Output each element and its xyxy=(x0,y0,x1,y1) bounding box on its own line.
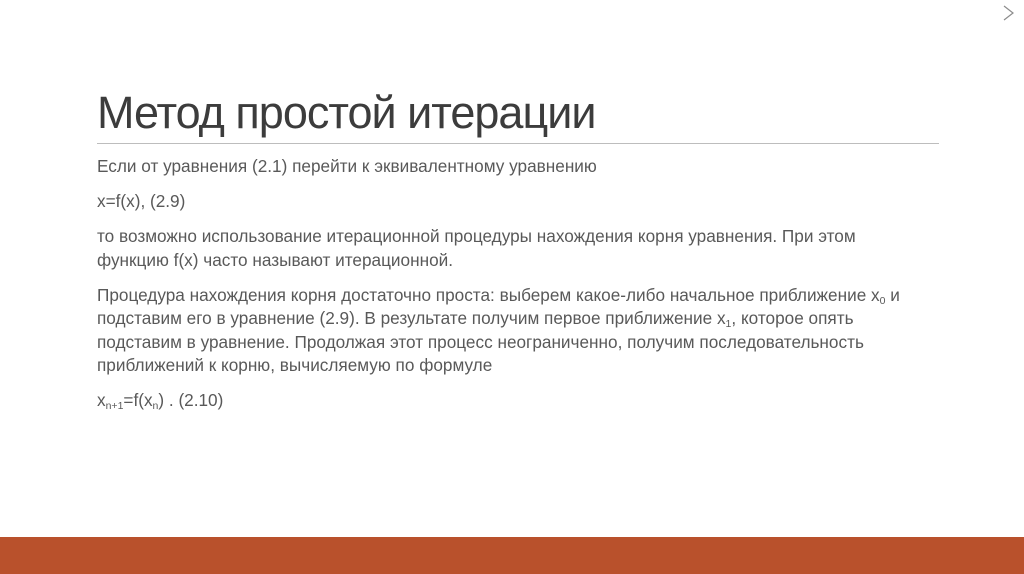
subscript-1: 1 xyxy=(725,318,732,330)
slide-body xyxy=(97,155,917,424)
paragraph-equation-2-9: x=f(x), (2.9) xyxy=(97,191,186,211)
paragraph-intro: Если от уравнения (2.1) перейти к эквивалентному уравнению xyxy=(97,156,597,176)
procedure-text-3: , которое опять подставим в уравнение. Продолжая этот процесс неограниченно, получим последовательность приближений к корню, вычисляемую по формуле xyxy=(97,308,864,375)
subscript-n: n xyxy=(152,400,159,412)
paragraph-iteration-note: то возможно использование итерационной процедуры нахождения корня уравнения. При этом функцию f(x) часто называют итерационной. xyxy=(97,226,856,270)
corner-decoration-icon xyxy=(998,2,1020,24)
subscript-0: 0 xyxy=(879,294,886,307)
procedure-text-1: Процедура нахождения корня достаточно проста: выберем какое-либо начальное приближение x xyxy=(97,284,880,305)
slide-title: Метод простой итерации xyxy=(97,87,596,138)
paragraph-formula-2-10 xyxy=(97,389,917,413)
procedure-text-2: и подставим его в уравнение (2.9). В результате получим первое приближение x xyxy=(97,284,900,328)
bottom-accent-bar xyxy=(0,537,1024,574)
subscript-n-plus-1: n+1 xyxy=(105,400,124,412)
formula-number: ) . (2.10) xyxy=(158,390,224,410)
paragraph-procedure xyxy=(97,284,917,378)
formula-fx: =f(x xyxy=(123,390,153,410)
title-divider xyxy=(97,143,939,144)
formula-x: x xyxy=(97,390,106,410)
